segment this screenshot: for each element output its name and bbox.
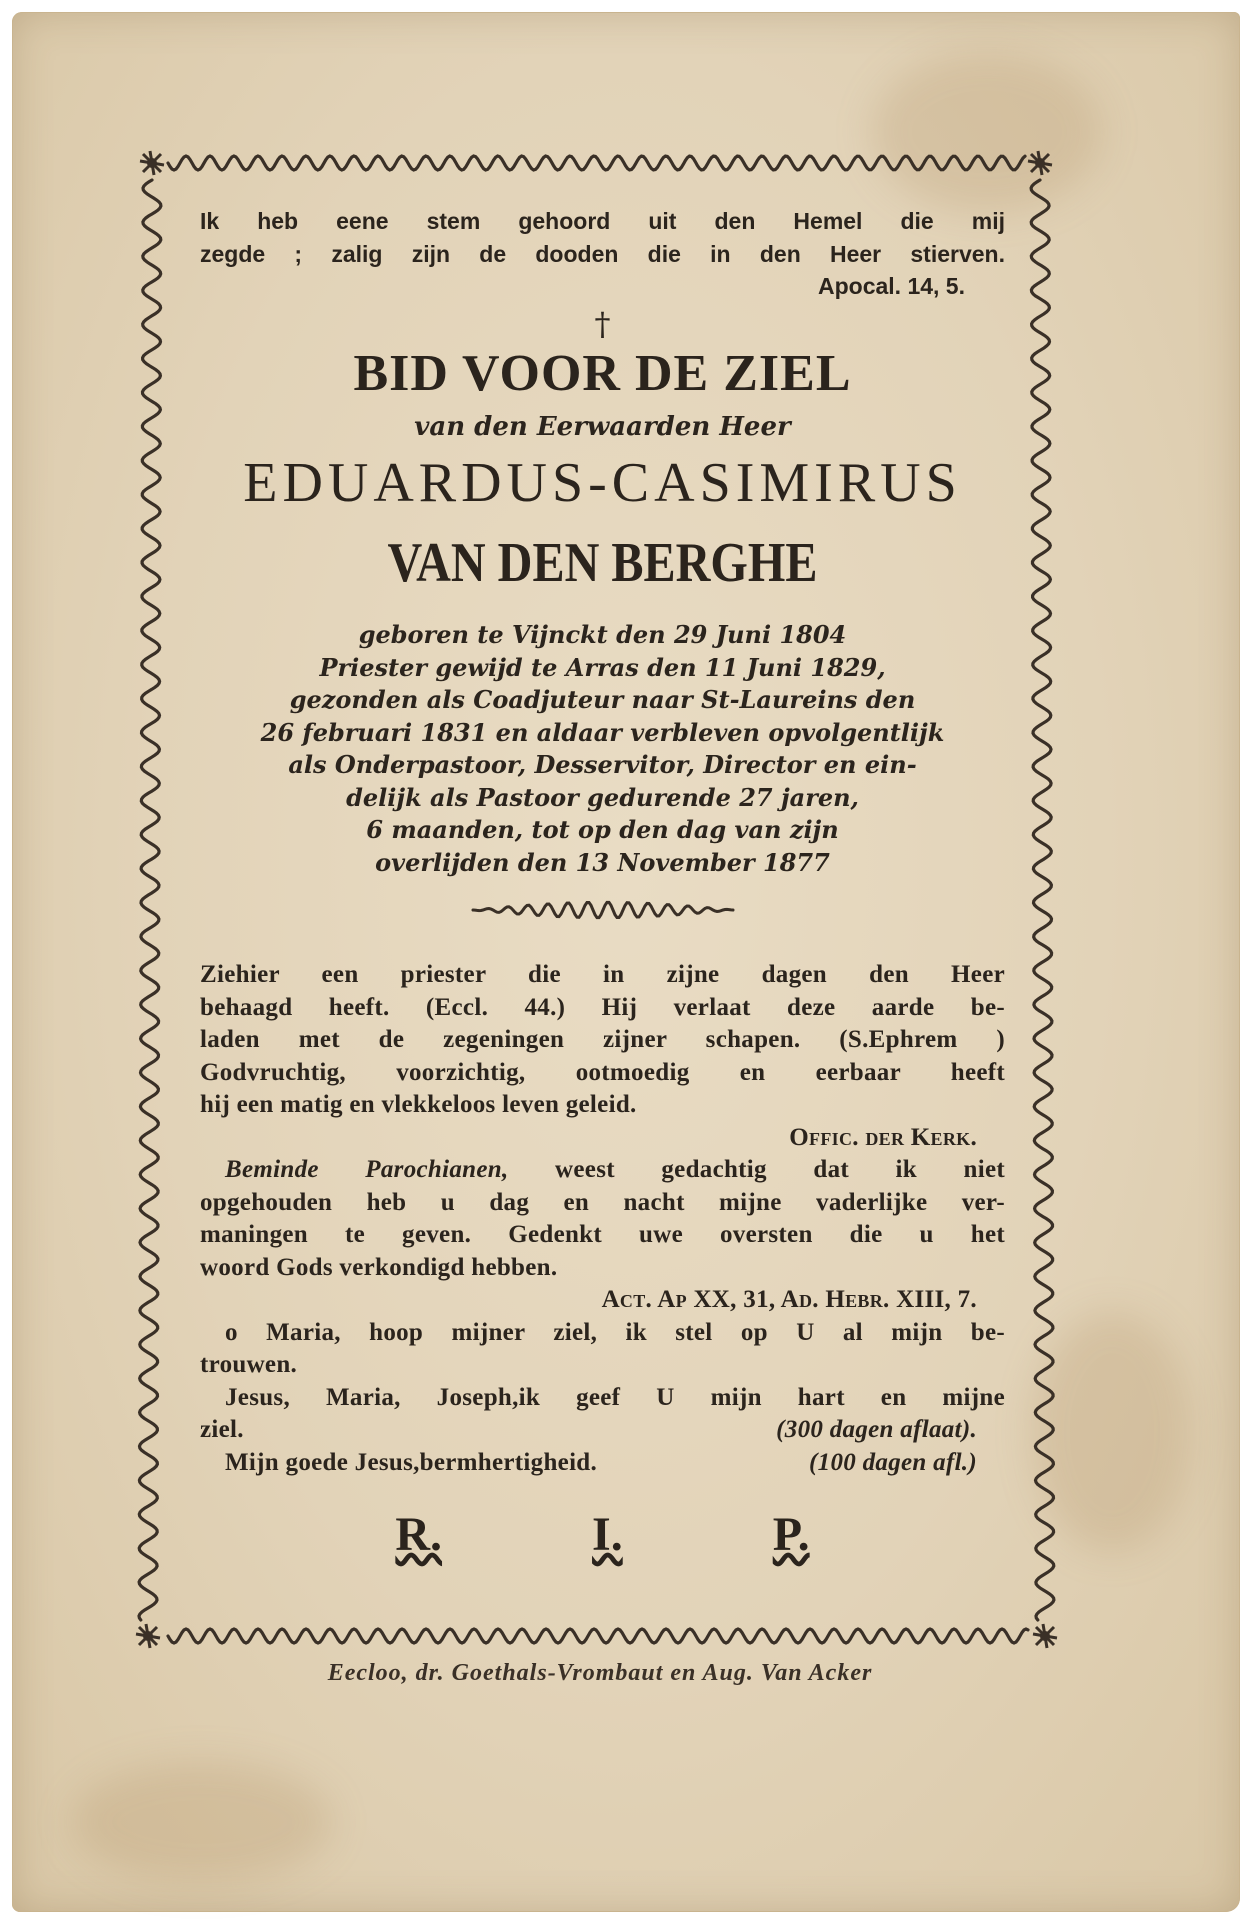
indulgence-note: (300 dagen aflaat). [776, 1416, 977, 1443]
corner-ornament-bottom-left [136, 1624, 160, 1648]
prayer-line: o Maria, hoop mijner ziel, ik stel op U al mijn be- [225, 1318, 1005, 1346]
prayer-line: Jesus, Maria, Joseph,ik geef U mijn hart en mijne [225, 1383, 1005, 1411]
biography [200, 619, 1005, 879]
flourish-divider [463, 895, 743, 925]
parishioners-address: Beminde Parochianen, [225, 1156, 509, 1183]
honorific: van den Eerwaarden Heer [414, 412, 791, 442]
biography-line: 26 februari 1831 en aldaar verbleven opvolgentlijk [260, 717, 945, 747]
border-top [168, 156, 1025, 170]
biography-line: gezonden als Coadjuteur naar St-Laureins den [289, 685, 916, 714]
card-content [200, 205, 1005, 1565]
passage-line: hij een matig en vlekkeloos leven geleid. [200, 1091, 637, 1118]
biography-line: Priester gewijd te Arras den 11 Juni 1829, [319, 652, 886, 682]
corner-ornament-top-right [1028, 151, 1052, 175]
passage-line: laden met de zegeningen zijner schapen. (S.Ephrem ) [200, 1026, 1005, 1053]
biography-line: als Onderpastoor, Desservitor, Director en ein- [288, 750, 917, 779]
passage-line: behaagd heeft. (Eccl. 44.) Hij verlaat deze aarde be- [200, 993, 1005, 1021]
rip-letter: I. [592, 1508, 623, 1561]
scripture-passages [200, 959, 1005, 1479]
biography-line: overlijden den 13 November 1877 [375, 847, 830, 877]
passage-line: woord Gods verkondigd hebben. [200, 1253, 558, 1281]
rip-initials [200, 1505, 1005, 1565]
biography-line: delijk als Pastoor gedurende 27 jaren, [346, 782, 859, 812]
prayer-line: trouwen. [200, 1351, 298, 1378]
corner-ornament-bottom-right [1033, 1624, 1057, 1648]
border-left [139, 180, 161, 1620]
rip-letter: R. [395, 1508, 443, 1561]
biography-line: 6 maanden, tot op den dag van zijn [366, 815, 839, 844]
deceased-first-name: EDUARDUS-CASIMIRUS [243, 452, 962, 514]
prayer-line [200, 1414, 1005, 1447]
epigraph-line: zegde ; zalig zijn de dooden die in den Heer stierven. [200, 241, 1005, 267]
border-right [1031, 180, 1054, 1620]
passage-source: Offic. der Kerk. [789, 1123, 977, 1151]
passage-line [200, 1154, 1005, 1187]
passage-line: Godvruchtig, voorzichtig, ootmoedig en eerbaar heeft [200, 1058, 1005, 1086]
border-bottom [168, 1629, 1028, 1643]
passage-line: opgehouden heb u dag en nacht mijne vaderlijke ver- [200, 1188, 1005, 1216]
prayer-heading: BID VOOR DE ZIEL [353, 345, 852, 402]
passage-source: Act. Ap XX, 31, Ad. Hebr. XIII, 7. [601, 1286, 977, 1313]
epigraph-reference: Apocal. 14, 5. [817, 273, 965, 299]
cross-icon: † [594, 305, 611, 343]
biography-line: geboren te Vijnckt den 29 Juni 1804 [358, 620, 847, 649]
printer-imprint: Eecloo, dr. Goethals-Vrombaut en Aug. Van Acker [327, 1660, 873, 1686]
corner-ornament-top-left [140, 151, 164, 175]
prayer-line [200, 1447, 1005, 1480]
passage-line: Ziehier een priester die in zijne dagen den Heer [200, 961, 1005, 988]
passage-fragment: weest gedachtig dat ik niet [555, 1156, 1005, 1183]
indulgence-note: (100 dagen afl.) [809, 1448, 977, 1476]
deceased-surname: VAN DEN BERGHE [387, 532, 818, 594]
rip-letter: P. [772, 1508, 810, 1561]
prayer-fragment: ziel. [200, 1416, 244, 1443]
passage-line: maningen te geven. Gedenkt uwe oversten die u het [200, 1221, 1005, 1248]
prayer-fragment: Mijn goede Jesus,bermhertigheid. [225, 1448, 598, 1476]
epigraph-line: Ik heb eene stem gehoord uit den Hemel die mij [200, 208, 1005, 234]
